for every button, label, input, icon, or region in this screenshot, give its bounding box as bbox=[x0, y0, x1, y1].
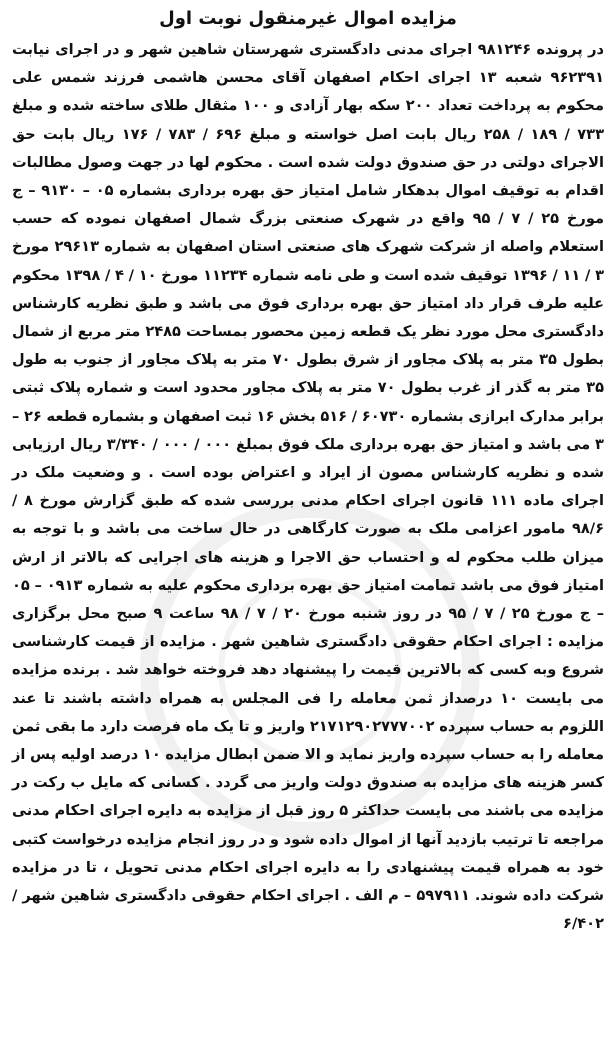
notice-title: مزایده اموال غیرمنقول نوبت اول bbox=[159, 8, 457, 29]
notice-body: در پرونده ۹۸۱۲۴۶ اجرای مدنی دادگستری شهرستان شاهین شهر و در اجرای نیابت ۹۶۲۳۹۱ شعبه ۱۳ اجرای احکام اصفهان آقای محسن هاشمی فرزند شمس علی محکوم به پرداخت تعداد ۲۰۰ سکه بهار آزادی و ۱۰۰ مثقال طلای ساخته شده و مبلغ ۷۳۳ / ۱۸۹ / ۲۵۸ ریال بابت اصل خواسته و مبلغ ۶۹۶ / ۷۸۳ / ۱۷۶ ریال بابت حق الاجرای دولتی در حق صندوق دولت شده است . محکوم لها در جهت وصول مطالبات اقدام به توقیف اموال بدهکار شامل امتیاز حق بهره برداری بشماره ۰۵ – ۹۱۳۰ – ج مورخ ۲۵ / ۷ / ۹۵ واقع در شهرک صنعتی بزرگ شمال اصفهان نموده که حسب استعلام واصله از شرکت شهرک های صنعتی استان اصفهان به شماره ۲۹۶۱۳ مورخ ۳ / ۱۱ / ۱۳۹۶ توقیف شده است و طی نامه شماره ۱۱۲۳۴ مورخ ۱۰ / ۴ / ۱۳۹۸ محکوم علیه طرف قرار داد امتیاز حق بهره برداری فوق می باشد و طبق نظریه کارشناس دادگستری محل مورد نظر یک قطعه زمین محصور بمساحت ۲۴۸۵ متر مربع از شمال بطول ۳۵ متر به پلاک مجاور از شرق بطول ۷۰ متر به پلاک مجاور از جنوب به طول ۳۵ متر به گذر از غرب بطول ۷۰ متر به پلاک مجاور محدود است و شماره پلاک ثبتی برابر مدارک ابرازی بشماره ۶۰۷۳۰ / ۵۱۶ بخش ۱۶ ثبت اصفهان و بشماره قطعه ۲۶ – ۳ می باشد و امتیاز حق بهره برداری ملک فوق بمبلغ ۰۰۰ / ۰۰۰ / ۳/۳۴۰ ریال ارزیابی شده و نظریه کارشناس مصون از ایراد و اعتراض بوده است . و وضعیت ملک در اجرای ماده ۱۱۱ قانون اجرای احکام مدنی بررسی شده که طبق گزارش مورخ ۸ / ۹۸/۶ مامور اعزامی ملک به صورت کارگاهی در حال ساخت می باشد و با توجه به میزان طلب محکوم له و احتساب حق الاجرا و هزینه های اجرایی که بالاتر از ارش امتیاز فوق می باشد تمامت امتیاز حق بهره برداری محکوم علیه به شماره ۰۹۱۳ – ۰۵ – ج مورخ ۲۵ / ۷ / ۹۵ در روز شنبه مورخ ۲۰ / ۷ / ۹۸ ساعت ۹ صبح محل برگزاری مزایده : اجرای احکام حقوقی دادگستری شاهین شهر . مزایده از قیمت کارشناسی شروع وبه کسی که بالاترین قیمت را پیشنهاد دهد فروخته خواهد شد . برنده مزایده می بایست ۱۰ درصداز ثمن معامله را فی المجلس به همراه داشته باشند تا عند اللزوم به حساب سپرده ۲۱۷۱۲۹۰۲۷۷۷۰۰۲ واریز و تا یک ماه فرصت دارد ما بقی ثمن معامله را به حساب سپرده واریز نماید و الا ضمن ابطال مزایده ۱۰ درصد اولیه پس از کسر هزینه های مزایده به صندوق دولت واریز می گردد . کسانی که مایل ب رکت در مزایده می باشند می بایست حداکثر ۵ روز قبل از مزایده به دایره اجرای احکام مدنی مراجعه تا ترتیب بازدید آنها از اموال داده شود و در روز انجام مزایده درخواست کتبی خود به همراه قیمت پیشنهادی را به دایره اجرای احکام مدنی تحویل ، تا در مزایده شرکت داده شوند. ۵۹۷۹۱۱ – م الف . اجرای احکام حقوقی دادگستری شاهین شهر / ۶/۴۰۲ bbox=[12, 41, 605, 933]
